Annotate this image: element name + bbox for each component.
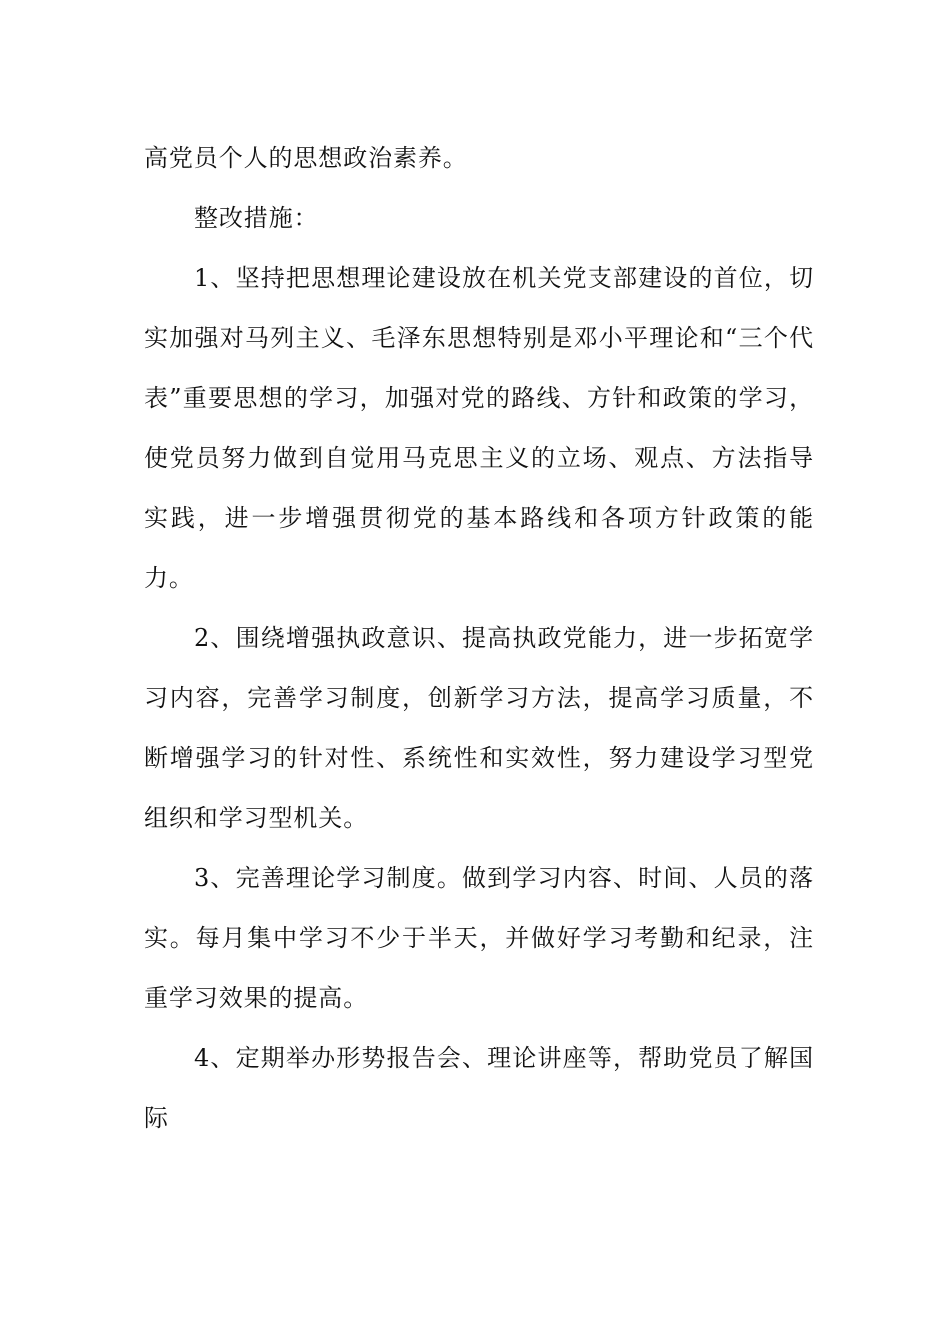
document-body (144, 128, 814, 1148)
paragraph-measure-2: 2、围绕增强执政意识、提高执政党能力，进一步拓宽学习内容，完善学习制度，创新学习方法，提高学习质量，不断增强学习的针对性、系统性和实效性，努力建设学习型党组织和学习型机关。 (144, 624, 814, 832)
paragraph-measure-3: 3、完善理论学习制度。做到学习内容、时间、人员的落实。每月集中学习不少于半天，并做好学习考勤和纪录，注重学习效果的提高。 (144, 864, 814, 1012)
paragraph-measure-4: 4、定期举办形势报告会、理论讲座等，帮助党员了解国际 (144, 1044, 814, 1132)
paragraph-rectification-heading: 整改措施： (194, 204, 319, 232)
paragraph-continuation: 高党员个人的思想政治素养。 (144, 144, 468, 172)
paragraph-measure-1: 1、坚持把思想理论建设放在机关党支部建设的首位，切实加强对马列主义、毛泽东思想特别是邓小平理论和“三个代表”重要思想的学习，加强对党的路线、方针和政策的学习，使党员努力做到自觉用马克思主义的立场、观点、方法指导实践，进一步增强贯彻党的基本路线和各项方针政策的能力。 (144, 264, 814, 592)
